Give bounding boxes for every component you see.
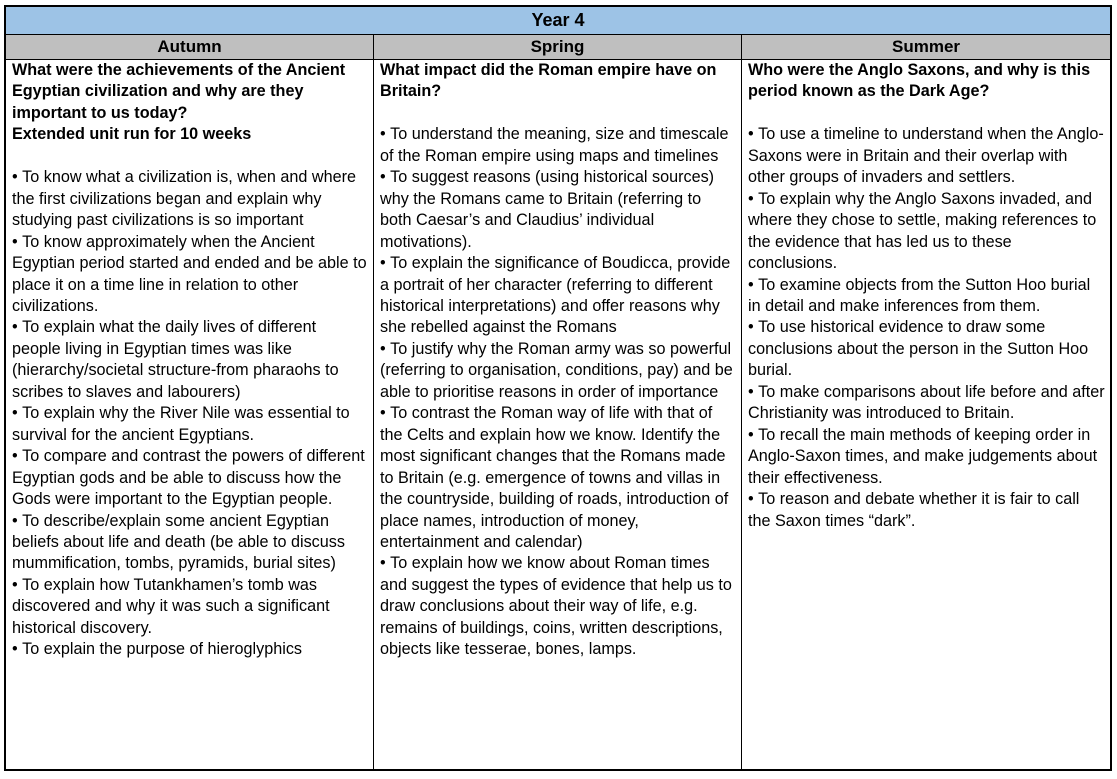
objective-item: • To describe/explain some ancient Egyptian beliefs about life and death (be able to discuss mummification, tombs, pyramids, burial sites) (12, 511, 368, 575)
objective-list (380, 124, 736, 660)
unit-note: Extended unit run for 10 weeks (12, 125, 252, 144)
enquiry-question: Who were the Anglo Saxons, and why is this period known as the Dark Age? (748, 61, 1091, 101)
objective-item: • To understand the meaning, size and timescale of the Roman empire using maps and timelines (380, 124, 736, 167)
objective-item: • To explain how we know about Roman times and suggest the types of evidence that help us to draw conclusions about their way of life, e.g. remains of buildings, coins, written descriptions, objects like tesserae, bones, lamps. (380, 553, 736, 660)
objective-list (12, 167, 368, 660)
table-title: Year 4 (6, 7, 1110, 35)
objective-item: • To compare and contrast the powers of different Egyptian gods and be able to discuss how the Gods were important to the Egyptian people. (12, 446, 368, 510)
spring-content (374, 60, 742, 769)
objective-item: • To reason and debate whether it is fair to call the Saxon times “dark”. (748, 489, 1105, 532)
objective-item: • To contrast the Roman way of life with that of the Celts and explain how we know. Identify the most significant changes that the Romans made to Britain (e.g. emergence of towns and villas in the countryside, building of roads, introduction of place names, introduction of money, entertainment and calendar) (380, 403, 736, 553)
objective-item: • To explain the significance of Boudicca, provide a portrait of her character (referring to different historical interpretations) and offer reasons why she rebelled against the Romans (380, 253, 736, 339)
objective-item: • To use a timeline to understand when the Anglo-Saxons were in Britain and their overlap with other groups of invaders and settlers. (748, 124, 1105, 188)
enquiry-question: What were the achievements of the Ancient Egyptian civilization and why are they important to us today? (12, 61, 346, 122)
objective-item: • To explain why the Anglo Saxons invaded, and where they chose to settle, making references to the evidence that has led us to these conclusions. (748, 189, 1105, 275)
summer-content (742, 60, 1110, 769)
season-header-spring: Spring (374, 35, 742, 60)
objective-item: • To use historical evidence to draw some conclusions about the person in the Sutton Hoo burial. (748, 317, 1105, 381)
objective-item: • To explain why the River Nile was essential to survival for the ancient Egyptians. (12, 403, 368, 446)
objective-item: • To explain what the daily lives of different people living in Egyptian times was like (hierarchy/societal structure-from pharaohs to scribes to slaves and labourers) (12, 317, 368, 403)
objective-item: • To explain the purpose of hieroglyphics (12, 639, 368, 660)
objective-item: • To know approximately when the Ancient Egyptian period started and ended and be able to place it on a time line in relation to other civilizations. (12, 232, 368, 318)
autumn-content (6, 60, 374, 769)
season-header-autumn: Autumn (6, 35, 374, 60)
objective-item: • To examine objects from the Sutton Hoo burial in detail and make inferences from them. (748, 275, 1105, 318)
objective-item: • To know what a civilization is, when and where the first civilizations began and explain why studying past civilizations is so important (12, 167, 368, 231)
objective-item: • To make comparisons about life before and after Christianity was introduced to Britain. (748, 382, 1105, 425)
objective-list (748, 124, 1105, 532)
objective-item: • To suggest reasons (using historical sources) why the Romans came to Britain (referring to both Caesar’s and Claudius’ individual motivations). (380, 167, 736, 253)
curriculum-table (4, 5, 1112, 771)
objective-item: • To explain how Tutankhamen’s tomb was discovered and why it was such a significant historical discovery. (12, 575, 368, 639)
season-header-summer: Summer (742, 35, 1110, 60)
enquiry-question: What impact did the Roman empire have on Britain? (380, 61, 717, 101)
objective-item: • To justify why the Roman army was so powerful (referring to organisation, conditions, pay) and be able to prioritise reasons in order of importance (380, 339, 736, 403)
objective-item: • To recall the main methods of keeping order in Anglo-Saxon times, and make judgements about their effectiveness. (748, 425, 1105, 489)
